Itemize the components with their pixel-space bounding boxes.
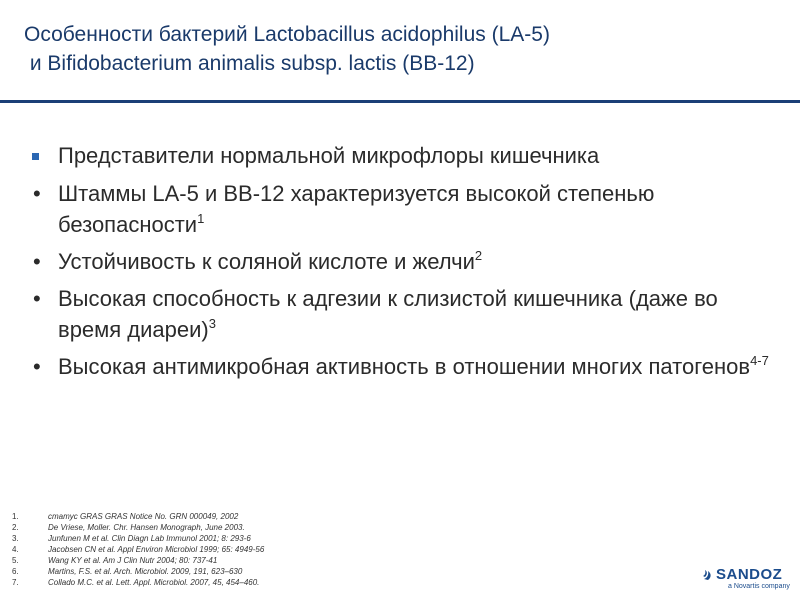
reference-number: 5. [12,556,19,565]
reference-text: Martins, F.S. et al. Arch. Microbiol. 2009, 191, 623–630 [48,567,243,576]
reference-text: De Vriese, Moller. Chr. Hansen Monograph, June 2003. [48,523,245,532]
reference-number: 6. [12,567,19,576]
reference-item [12,566,612,577]
reference-item [12,522,612,533]
reference-text: cmamyc GRAS GRAS Notice No. GRN 000049, 2002 [48,512,239,521]
reference-text: Wang KY et al. Am J Clin Nutr 2004; 80: 737-41 [48,556,218,565]
logo-tagline: a Novartis company [728,583,790,590]
reference-text: Jacobsen CN et al. Appl Environ Microbiol 1999; 65: 4949-56 [48,545,265,554]
title-divider [0,100,800,103]
footnote-ref: 3 [208,316,216,331]
bullet-main-text: Представители нормальной микрофлоры кишечника [58,143,600,168]
bullet-list [30,140,770,388]
slide-title-line-1: Особенности бактерий Lactobacillus acidophilus (LA-5) [24,23,550,46]
bullet-text [58,249,482,274]
bullet-item [30,351,770,382]
footnote-ref: 4-7 [750,353,769,368]
reference-number: 7. [12,578,19,587]
slide-title-line-2: и Bifidobacterium animalis subsp. lactis (BB-12) [24,52,475,75]
bullet-item [30,246,770,277]
footnote-ref: 2 [474,248,483,263]
reference-number: 2. [12,523,19,532]
footnote-ref: 1 [197,211,205,226]
logo-wordmark: SANDOZ [716,566,783,583]
bullet-item [30,283,770,345]
reference-item [12,511,612,522]
bullet-main-text: Высокая антимикробная активность в отношении многих патогенов [58,354,751,379]
reference-item [12,577,612,588]
bullet-text [58,181,654,237]
reference-item [12,533,612,544]
reference-text: Junfunen M et al. Clin Diagn Lab Immunol 2001; 8: 293-6 [48,534,251,543]
bullet-main-text: Устойчивость к соляной кислоте и желчи [58,249,475,274]
sandoz-logo-mark-icon [702,569,714,581]
sandoz-logo [702,566,794,594]
bullet-main-text: Штаммы LA-5 и BB-12 характеризуется высокой степенью безопасности [58,181,655,237]
reference-number: 1. [12,512,19,521]
reference-item [12,555,612,566]
dot-bullet-glyph: • [33,354,41,379]
dot-bullet-glyph: • [33,181,41,206]
reference-number: 3. [12,534,19,543]
reference-text: Collado M.C. et al. Lett. Appl. Microbiol. 2007, 45, 454–460. [48,578,260,587]
bullet-text [58,143,599,168]
reference-item [12,544,612,555]
bullet-main-text: Высокая способность к адгезии к слизистой кишечника (даже во время диареи) [58,286,718,342]
bullet-item [30,178,770,240]
bullet-text [58,354,769,379]
square-bullet-shape [32,153,39,160]
bullet-item [30,140,770,171]
dot-bullet-glyph: • [33,249,41,274]
slide-title [24,20,784,78]
bullet-text [58,286,718,342]
references-list [12,511,612,588]
dot-bullet-glyph: • [33,286,41,311]
reference-number: 4. [12,545,19,554]
